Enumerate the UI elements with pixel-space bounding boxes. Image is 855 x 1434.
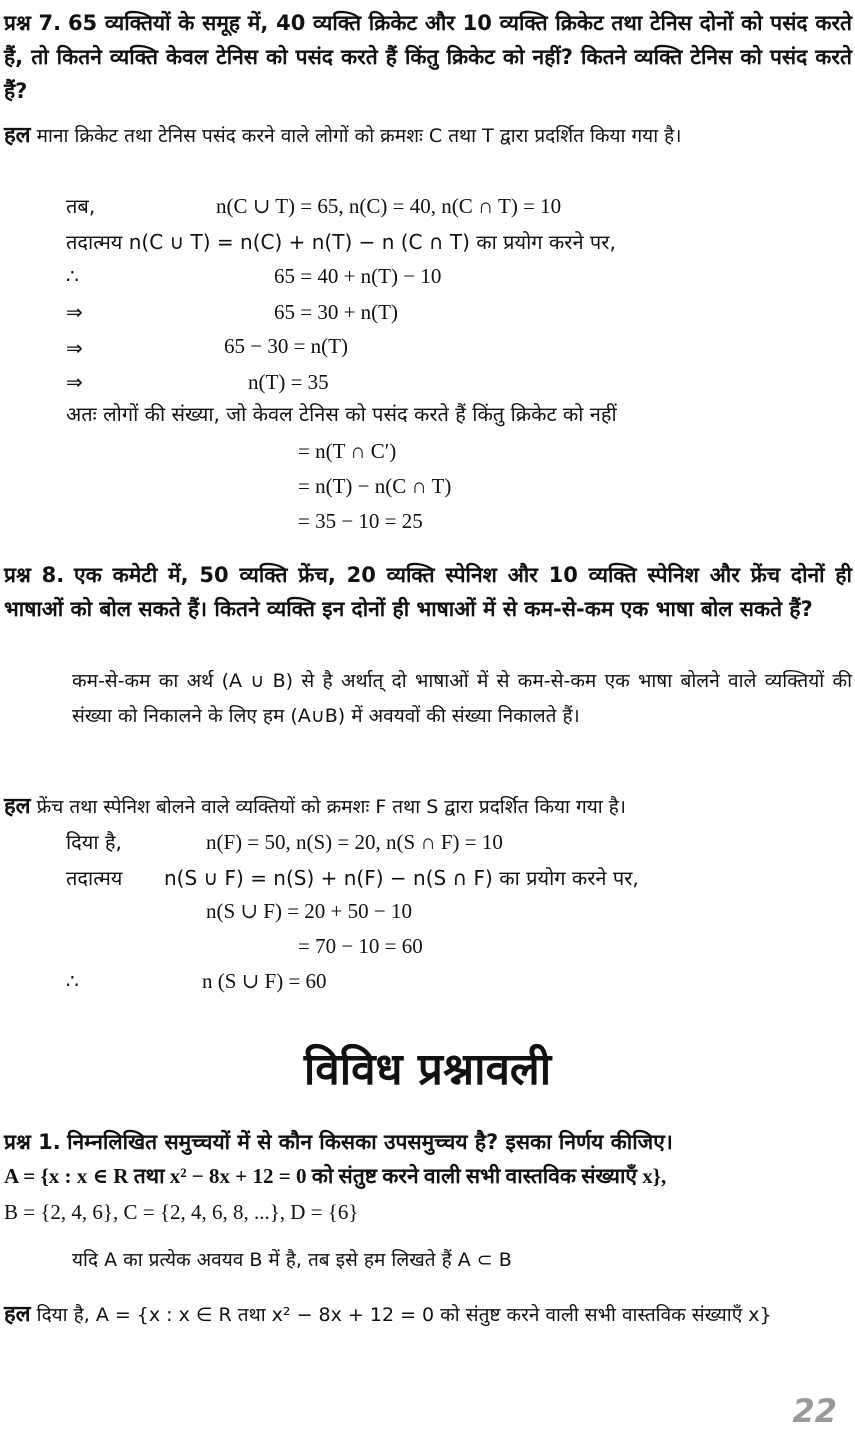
question-7-text: 65 व्यक्तियों के समूह में, 40 व्यक्ति क्रिकेट और 10 व्यक्ति क्रिकेट तथा टेनिस दोनों को पसंद करते हैं, तो कितने व्यक्ति केवल टेनिस को पसंद करते हैं किंतु क्रिकेट को नहीं? कितने व्यक्ति टेनिस को पसंद करते हैं? (4, 11, 853, 103)
q8-note: कम-से-कम का अर्थ (A ∪ B) से है अर्थात् दो भाषाओं में से कम-से-कम एक भाषा बोलने वाले व्यक्तियों की संख्या को निकालने के लिए हम (A∪B) में अवयवों की संख्या निकालते हैं। (72, 670, 852, 727)
question-8 (4, 558, 852, 626)
implies-symbol: ⇒ (66, 336, 83, 360)
m1-solution (4, 1298, 852, 1332)
page-number: 22 (792, 1392, 837, 1430)
q7-solution-text: माना क्रिकेट तथा टेनिस पसंद करने वाले लोगों को क्रमशः C तथा T द्वारा प्रदर्शित किया गया है। (36, 125, 682, 147)
question-7-label: प्रश्न 7. (4, 11, 62, 35)
q7-step-1: 65 = 40 + n(T) − 10 (274, 264, 442, 288)
q8-given-label: दिया है, (66, 830, 122, 854)
q7-identity: तदात्मय n(C ∪ T) = n(C) + n(T) − n (C ∩ T) का प्रयोग करने पर, (66, 230, 616, 254)
q7-result-3: = 35 − 10 = 25 (298, 509, 423, 533)
q8-given-values: n(F) = 50, n(S) = 20, n(S ∩ F) = 10 (206, 830, 503, 854)
q7-solution-intro (4, 120, 852, 152)
q7-solution-label: हल (4, 123, 31, 148)
q7-result-2: = n(T) − n(C ∩ T) (298, 474, 452, 498)
q8-identity-label: तदात्मय (66, 866, 123, 890)
m1-subset-note: यदि A का प्रत्येक अवयव B में है, तब इसे हम लिखते हैं A ⊂ B (72, 1249, 512, 1271)
misc-question-1 (4, 1128, 673, 1156)
q8-solution-intro (4, 790, 852, 824)
q7-line-then: तब, (66, 194, 96, 218)
misc-question-1-text: निम्नलिखित समुच्चयों में से कौन किसका उपसमुच्चय है? इसका निर्णय कीजिए। (67, 1130, 673, 1154)
implies-symbol: ⇒ (66, 300, 83, 324)
q7-step-3: 65 − 30 = n(T) (224, 334, 349, 358)
q7-step-2: 65 = 30 + n(T) (274, 300, 399, 324)
therefore-symbol: ∴ (66, 969, 79, 993)
set-a-definition: A = {x : x ∈ R तथा x² − 8x + 12 = 0 को संतुष्ट करने वाली सभी वास्तविक संख्याएँ x}, (4, 1164, 667, 1188)
question-8-text: एक कमेटी में, 50 व्यक्ति फ्रेंच, 20 व्यक्ति स्पेनिश और 10 व्यक्ति स्पेनिश और फ्रेंच दोनों ही भाषाओं को बोल सकते हैं। कितने व्यक्ति इन दोनों ही भाषाओं में से कम-से-कम एक भाषा बोल सकते हैं? (4, 563, 852, 621)
implies-symbol: ⇒ (66, 370, 83, 394)
q8-solution-label: हल (4, 794, 31, 819)
m1-solution-label: हल (4, 1302, 31, 1327)
q8-result: n (S ∪ F) = 60 (202, 969, 327, 993)
question-7 (4, 6, 852, 108)
therefore-symbol: ∴ (66, 264, 79, 288)
sets-b-c-d: B = {2, 4, 6}, C = {2, 4, 6, 8, ...}, D = {6} (4, 1200, 359, 1224)
q7-conclusion-text: अतः लोगों की संख्या, जो केवल टेनिस को पसंद करते हैं किंतु क्रिकेट को नहीं (66, 402, 617, 426)
q7-result-1: = n(T ∩ C′) (298, 439, 397, 463)
q8-identity: n(S ∪ F) = n(S) + n(F) − n(S ∩ F) का प्रयोग करने पर, (164, 866, 639, 890)
q7-given-values: n(C ∪ T) = 65, n(C) = 40, n(C ∩ T) = 10 (216, 194, 562, 218)
q7-step-4: n(T) = 35 (248, 370, 329, 394)
q8-solution-text: फ्रेंच तथा स्पेनिश बोलने वाले व्यक्तियों को क्रमशः F तथा S द्वारा प्रदर्शित किया गया है। (36, 796, 626, 818)
misc-question-1-label: प्रश्न 1. (4, 1130, 61, 1154)
question-8-label: प्रश्न 8. (4, 563, 65, 587)
m1-solution-text: दिया है, A = {x : x ∈ R तथा x² − 8x + 12 = 0 को संतुष्ट करने वाली सभी वास्तविक संख्याएँ x} (36, 1304, 772, 1326)
q8-step-1: n(S ∪ F) = 20 + 50 − 10 (206, 899, 412, 923)
q8-step-2: = 70 − 10 = 60 (298, 934, 423, 958)
section-heading: विविध प्रश्नावली (303, 1044, 552, 1095)
